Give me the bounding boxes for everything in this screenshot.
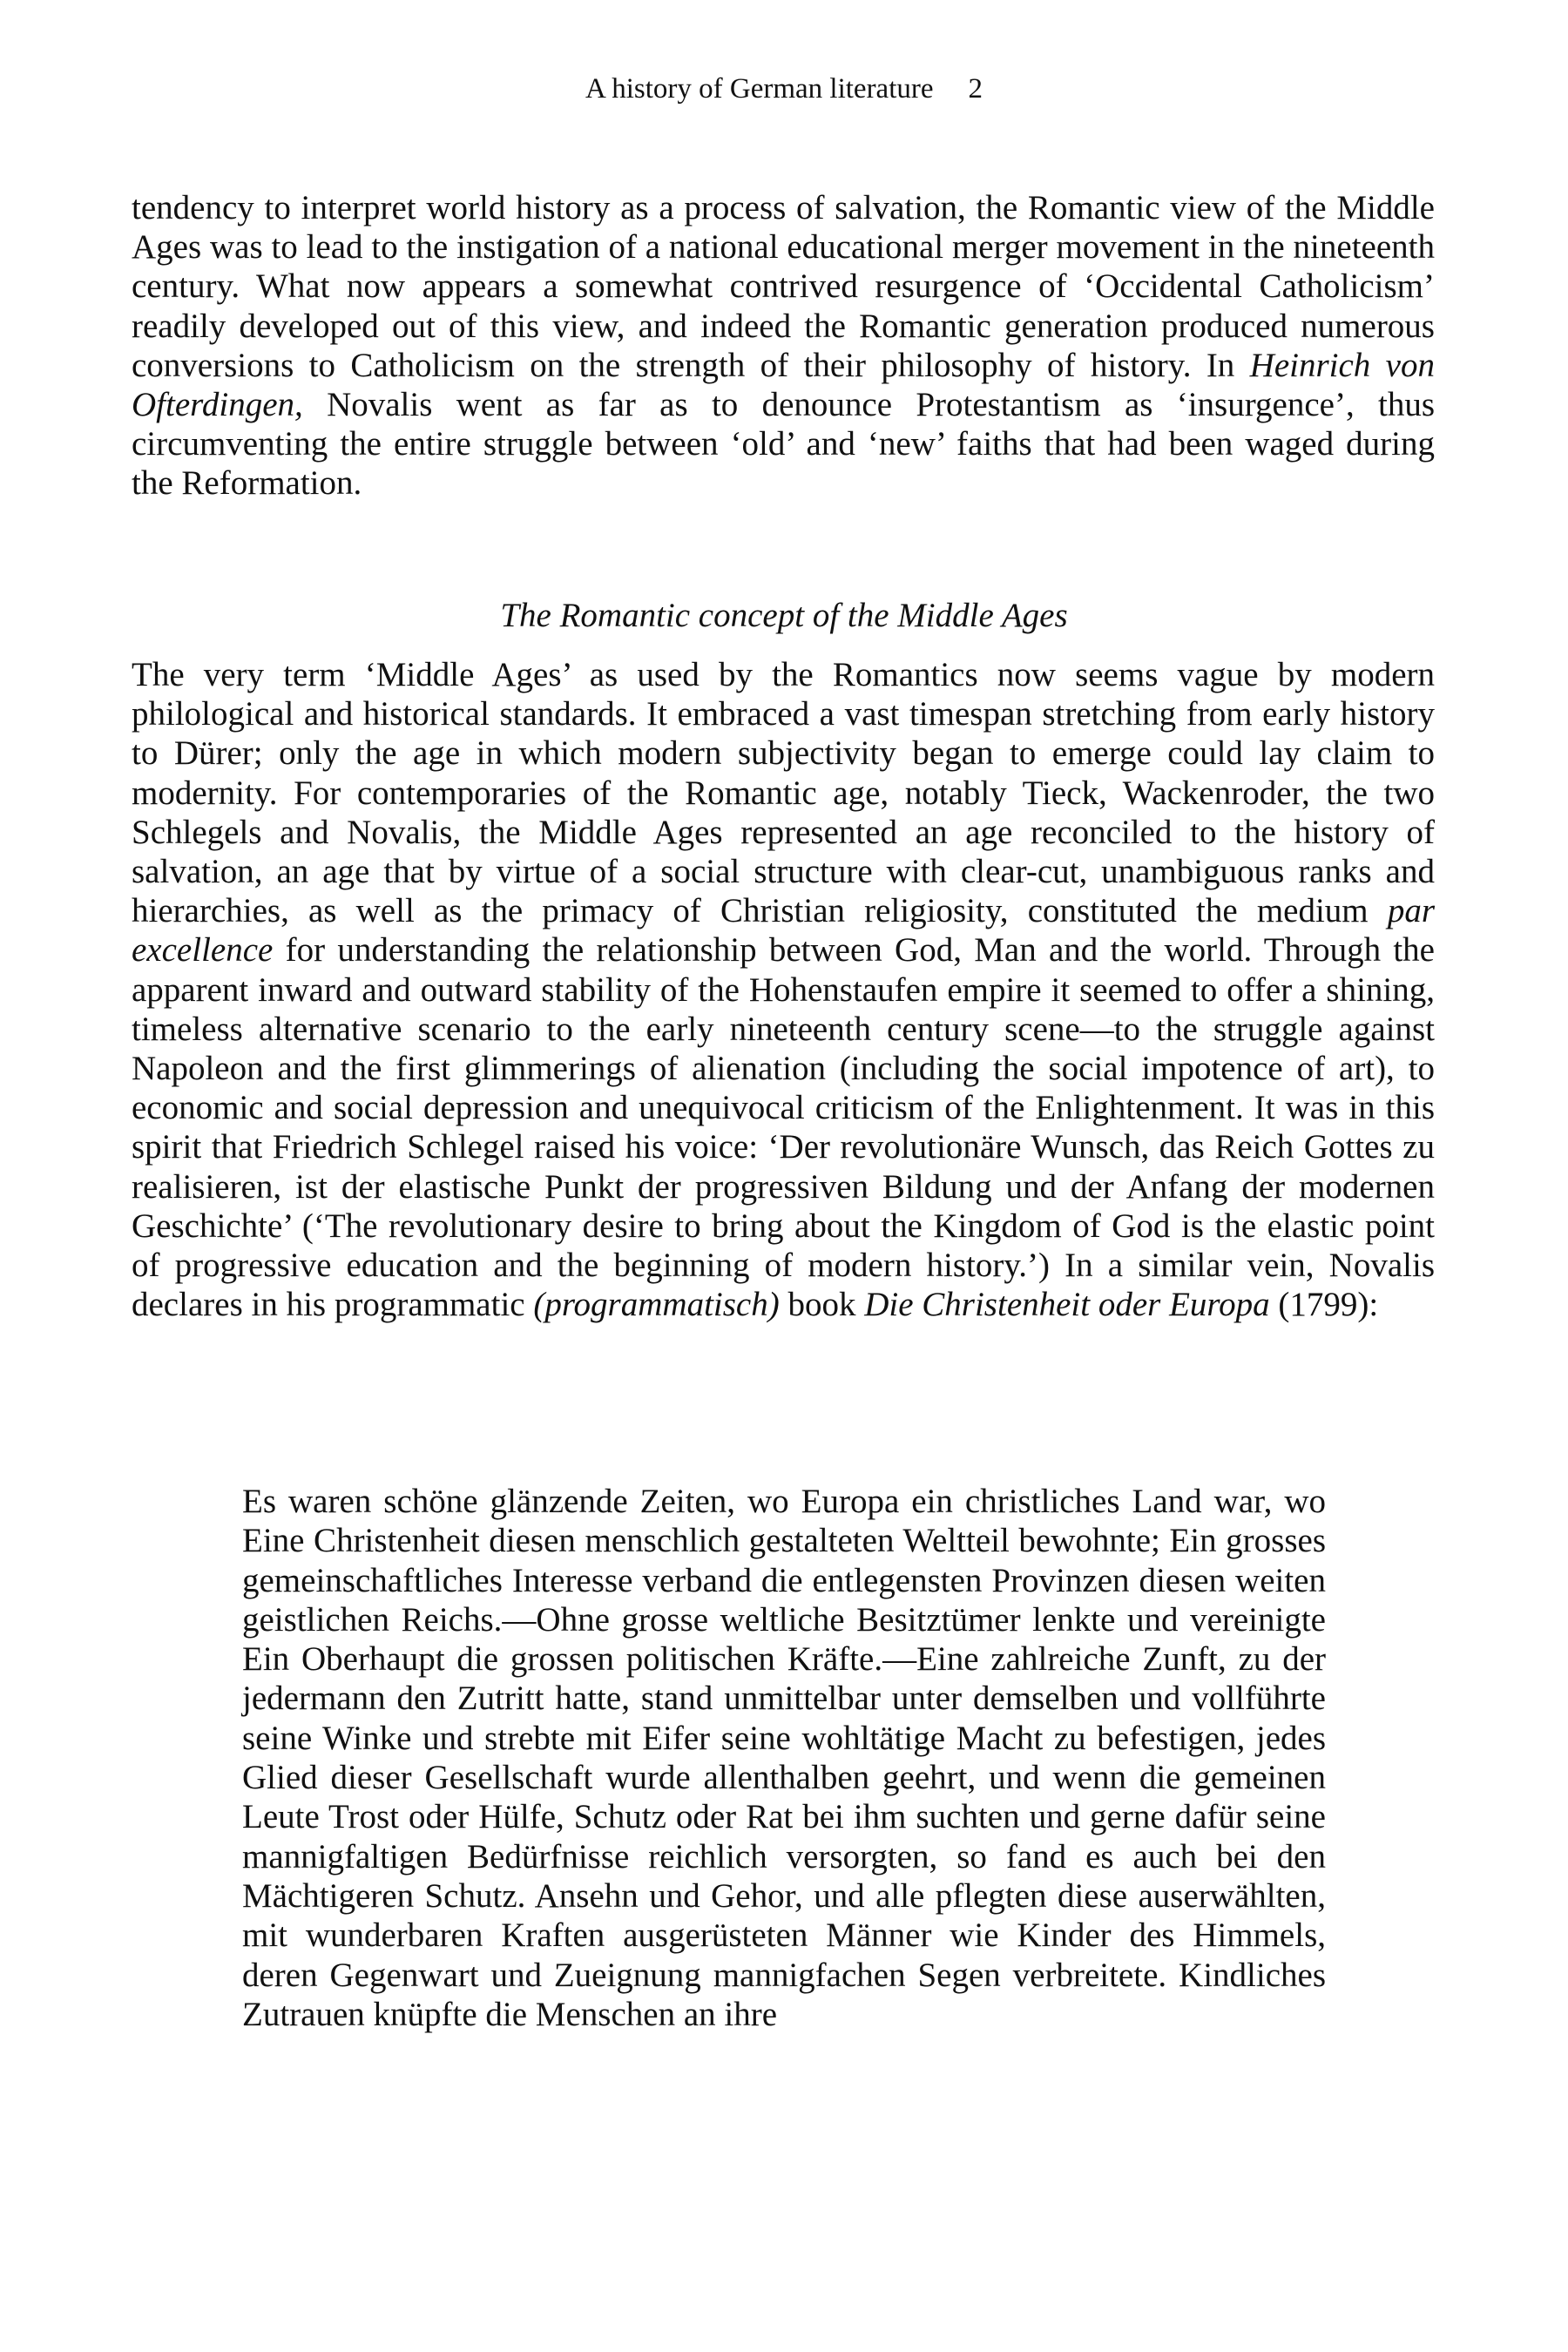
header-title: A history of German literature	[585, 73, 934, 105]
section-heading: The Romantic concept of the Middle Ages	[500, 597, 1068, 634]
italic-phrase: (programmatisch)	[533, 1286, 780, 1324]
work-title: Die Christenheit oder Europa	[864, 1286, 1270, 1324]
paragraph-text: The very term ‘Middle Ages’ as used by the Romantics now seems vague by modern philological and historical standards. It embraced a vast timespan stretching from early history to Dürer; only the age in which modern subjectivity began to emerge could lay claim to modernity. For contemporaries of the Romantic age, notably Tieck, Wackenroder, the two Schlegels and Novalis, the Middle Ages represented an age reconciled to the history of salvation, an age that by virtue of a social structure with clear-cut, unambiguous ranks and hierarchies, as well as the primacy of Christian religiosity, constituted the medium	[132, 656, 1435, 930]
page-number: 2	[968, 73, 983, 105]
italic-phrase: par excellence	[132, 892, 1435, 970]
paragraph-text: for understanding the relationship between God, Man and the world. Through the apparent inward and outward stability of the Hohenstaufen empire it seemed to offer a shining, timeless alternative scenario to the early nineteenth century scene—to the struggle against Napoleon and the first glimmerings of alienation (including the social impotence of art), to economic and social depression and unequivocal criticism of the Enlightenment. It was in this spirit that Friedrich Schlegel raised his voice: ‘Der revolutionäre Wunsch, das Reich Gottes zu realisieren, ist der elastische Punkt der progressiven Bildung und der Anfang der modernen Geschichte’ (‘The revolutionary desire to bring about the Kingdom of God is the elastic point of progressive education and the beginning of modern history.’) In a similar vein, Novalis declares in his programmatic	[132, 931, 1435, 1324]
paragraph-text: (1799):	[1269, 1286, 1379, 1324]
paragraph-salvation	[132, 188, 1435, 504]
paragraph-text: Novalis went as far as to denounce Protestantism as ‘insurgence’, thus circumventing the entire struggle between ‘old’ and ‘new’ faiths that had been waged during the Reformation.	[132, 386, 1435, 503]
paragraph-middle-ages	[132, 655, 1435, 1324]
paragraph-text: book	[779, 1286, 865, 1324]
work-title: Heinrich von Ofterdingen,	[132, 346, 1435, 424]
running-header	[0, 71, 1568, 106]
paragraph-text: tendency to interpret world history as a process of salvation, the Romantic view of the Middle Ages was to lead to the instigation of a national educational merger movement in the nineteenth century. What now appears a somewhat contrived resurgence of ‘Occidental Catholicism’ readily developed out of this view, and indeed the Romantic generation produced numerous conversions to Catholicism on the strength of their philosophy of history. In	[132, 189, 1435, 384]
block-quote: Es waren schöne glänzende Zeiten, wo Europa ein christliches Land war, wo Eine Christenheit diesen menschlich gestalteten Weltteil bewohnte; Ein grosses gemeinschaftliches Interesse verband die entlegensten Provinzen diesen weiten geistlichen Reichs.—Ohne grosse weltliche Besitztümer lenkte und vereinigte Ein Oberhaupt die grossen politischen Kräfte.—Eine zahlreiche Zunft, zu der jedermann den Zutritt hatte, stand unmittelbar unter demselben und vollführte seine Winke und strebte mit Eifer seine wohltätige Macht zu befestigen, jedes Glied dieser Gesellschaft wurde allenthalben geehrt, und wenn die gemeinen Leute Trost oder Hülfe, Schutz oder Rat bei ihm suchten und gerne dafür seine mannigfaltigen Bedürfnisse reichlich versorgten, so fand es auch bei den Mächtigeren Schutz. Ansehn und Gehor, und alle pflegten diese auserwählten, mit wunderbaren Kraften ausgerüsteten Männer wie Kinder des Himmels, deren Gegenwart und Zueignung mannigfachen Segen verbreitete. Kindliches Zutrauen knüpfte die Menschen an ihre	[242, 1483, 1326, 2033]
